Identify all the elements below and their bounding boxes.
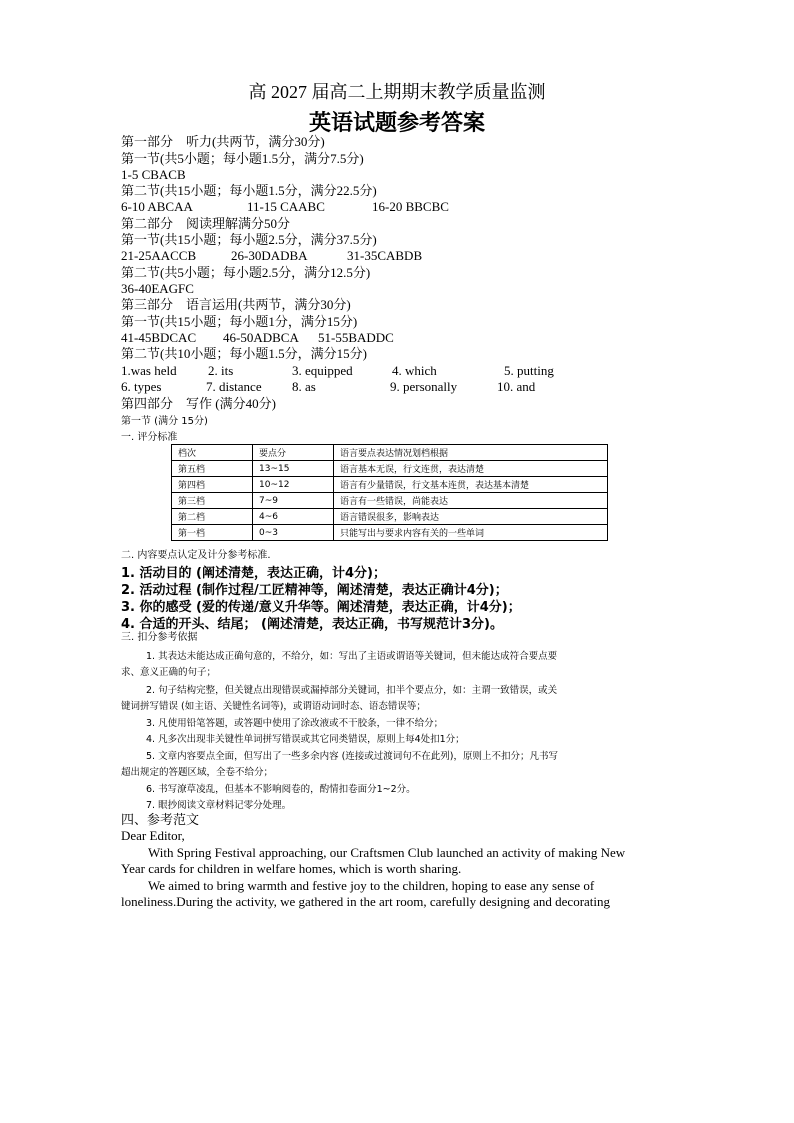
content-point: 4. 合适的开头、结尾； (阐述清楚，表达正确，书写规范计3分)。 [121, 617, 503, 632]
answer-group: 41-45BDCAC [121, 330, 197, 345]
criteria-heading: 一. 评分标准 [121, 432, 178, 443]
exam-title: 高 2027 届高二上期期末教学质量监测 [248, 82, 546, 102]
table-row [172, 509, 608, 525]
table-cell: 第四档 [172, 477, 253, 493]
part3-sec2-heading: 第二节(共10小题；每小题1.5分，满分15分) [121, 346, 367, 361]
answer-group: 6-10 ABCAA [121, 199, 193, 214]
deduction-rule: 超出规定的答题区域，全卷不给分； [121, 767, 274, 778]
points-heading: 二. 内容要点认定及计分参考标准. [121, 550, 271, 561]
part3-sec1-heading: 第一节(共15小题；每小题1分，满分15分) [121, 314, 358, 329]
table-row [172, 461, 608, 477]
answer-group: 16-20 BBCBC [372, 199, 449, 214]
part4-sec1-heading: 第一节 (满分 15分) [121, 416, 208, 427]
part1-sec1-answers: 1-5 CBACB [121, 167, 186, 182]
table-cell: 语言有少量错误，行文基本连贯，表达基本清楚 [334, 477, 608, 493]
table-cell: 语言基本无误，行文连贯，表达清楚 [334, 461, 608, 477]
content-point: 1. 活动目的 (阐述清楚，表达正确，计4分)； [121, 566, 386, 581]
table-cell: 4~6 [253, 509, 334, 525]
part2-sec1-heading: 第一节(共15小题；每小题2.5分，满分37.5分) [121, 232, 377, 247]
answer-item: 6. types [121, 379, 162, 394]
sample-heading: 四、参考范文 [121, 812, 200, 827]
answer-group: 26-30DADBA [231, 248, 308, 263]
table-cell: 0~3 [253, 525, 334, 541]
deduction-rule: 3. 凡使用铅笔答题，或答题中使用了涂改液或不干胶条，一律不给分； [146, 718, 444, 729]
part2-heading: 第二部分 阅读理解满分50分 [121, 216, 291, 231]
answer-item: 7. distance [206, 379, 262, 394]
part1-heading: 第一部分 听力(共两节，满分30分) [121, 134, 325, 149]
content-point: 3. 你的感受 (爱的传递/意义升华等。阐述清楚，表达正确，计4分)； [121, 600, 521, 615]
scoring-table [171, 444, 608, 541]
answer-item: 10. and [497, 379, 536, 394]
deduction-rule: 6. 书写潦草凌乱，但基本不影响阅卷的，酌情扣卷面分1~2分。 [146, 784, 416, 795]
answer-item: 1.was held [121, 363, 177, 378]
answer-group: 46-50ADBCA [223, 330, 299, 345]
deduction-rule: 1. 其表达未能达成正确句意的，不给分，如：写出了主语或谓语等关键词，但未能达成符合要点要 [146, 651, 558, 662]
table-cell: 7~9 [253, 493, 334, 509]
answer-group: 31-35CABDB [347, 248, 423, 263]
answer-item: 5. putting [504, 363, 554, 378]
sample-salutation: Dear Editor, [121, 828, 185, 843]
table-row [172, 477, 608, 493]
part2-sec2-heading: 第二节(共5小题；每小题2.5分，满分12.5分) [121, 265, 371, 280]
table-cell: 语言有一些错误，尚能表达 [334, 493, 608, 509]
deduction-rule: 7. 眼抄阅读文章材料记零分处理。 [146, 800, 292, 811]
table-cell: 第三档 [172, 493, 253, 509]
sample-line: loneliness.During the activity, we gathered in the art room, carefully designing and decorating [121, 894, 611, 909]
answer-item: 4. which [392, 363, 437, 378]
answer-group: 51-55BADDC [318, 330, 394, 345]
deduction-heading: 三. 扣分参考依据 [121, 632, 198, 643]
deduction-rule: 4. 凡多次出现非关键性单词拼写错误或其它同类错误，原则上每4处扣1分； [146, 734, 465, 745]
table-cell: 10~12 [253, 477, 334, 493]
table-header-cell: 档次 [172, 445, 253, 461]
table-cell: 第一档 [172, 525, 253, 541]
deduction-rule: 求、意义正确的句子； [121, 667, 217, 678]
content-point: 2. 活动过程 (制作过程/工匠精神等，阐述清楚，表达正确计4分)； [121, 583, 508, 598]
answer-item: 9. personally [390, 379, 458, 394]
answer-item: 3. equipped [292, 363, 353, 378]
answer-group: 21-25AACCB [121, 248, 197, 263]
part2-sec2-answers: 36-40EAGFC [121, 281, 194, 296]
deduction-rule: 2. 句子结构完整，但关键点出现错误或漏掉部分关键词，扣半个要点分，如：主谓一致错误，或关 [146, 685, 558, 696]
sample-line: We aimed to bring warmth and festive joy to the children, hoping to ease any sense of [148, 878, 595, 893]
table-row [172, 525, 608, 541]
answer-item: 2. its [208, 363, 234, 378]
table-cell: 只能写出与要求内容有关的一些单词 [334, 525, 608, 541]
table-header-cell: 语言要点表达情况划档根据 [334, 445, 608, 461]
answer-key-title: 英语试题参考答案 [308, 110, 485, 135]
answer-item: 8. as [292, 379, 316, 394]
sample-line: Year cards for children in welfare homes, which is worth sharing. [121, 861, 462, 876]
deduction-rule: 5. 文章内容要点全面，但写出了一些多余内容 (连接或过渡词句不在此列)，原则上不扣分；凡书写 [146, 751, 559, 762]
table-cell: 13~15 [253, 461, 334, 477]
sample-line: With Spring Festival approaching, our Craftsmen Club launched an activity of making New [148, 845, 626, 860]
table-cell: 第五档 [172, 461, 253, 477]
deduction-rule: 键词拼写错误 (如主语、关键性名词等)，或谓语动词时态、语态错误等； [121, 701, 426, 712]
answer-group: 11-15 CAABC [247, 199, 325, 214]
part1-sec1-heading: 第一节(共5小题；每小题1.5分，满分7.5分) [121, 151, 364, 166]
table-cell: 第二档 [172, 509, 253, 525]
part4-heading: 第四部分 写作 (满分40分) [121, 396, 276, 411]
table-cell: 语言错误很多，影响表达 [334, 509, 608, 525]
part3-heading: 第三部分 语言运用(共两节，满分30分) [121, 297, 351, 312]
table-header-cell: 要点分 [253, 445, 334, 461]
part1-sec2-heading: 第二节(共15小题；每小题1.5分，满分22.5分) [121, 183, 377, 198]
table-row [172, 493, 608, 509]
table-header-row [172, 445, 608, 461]
